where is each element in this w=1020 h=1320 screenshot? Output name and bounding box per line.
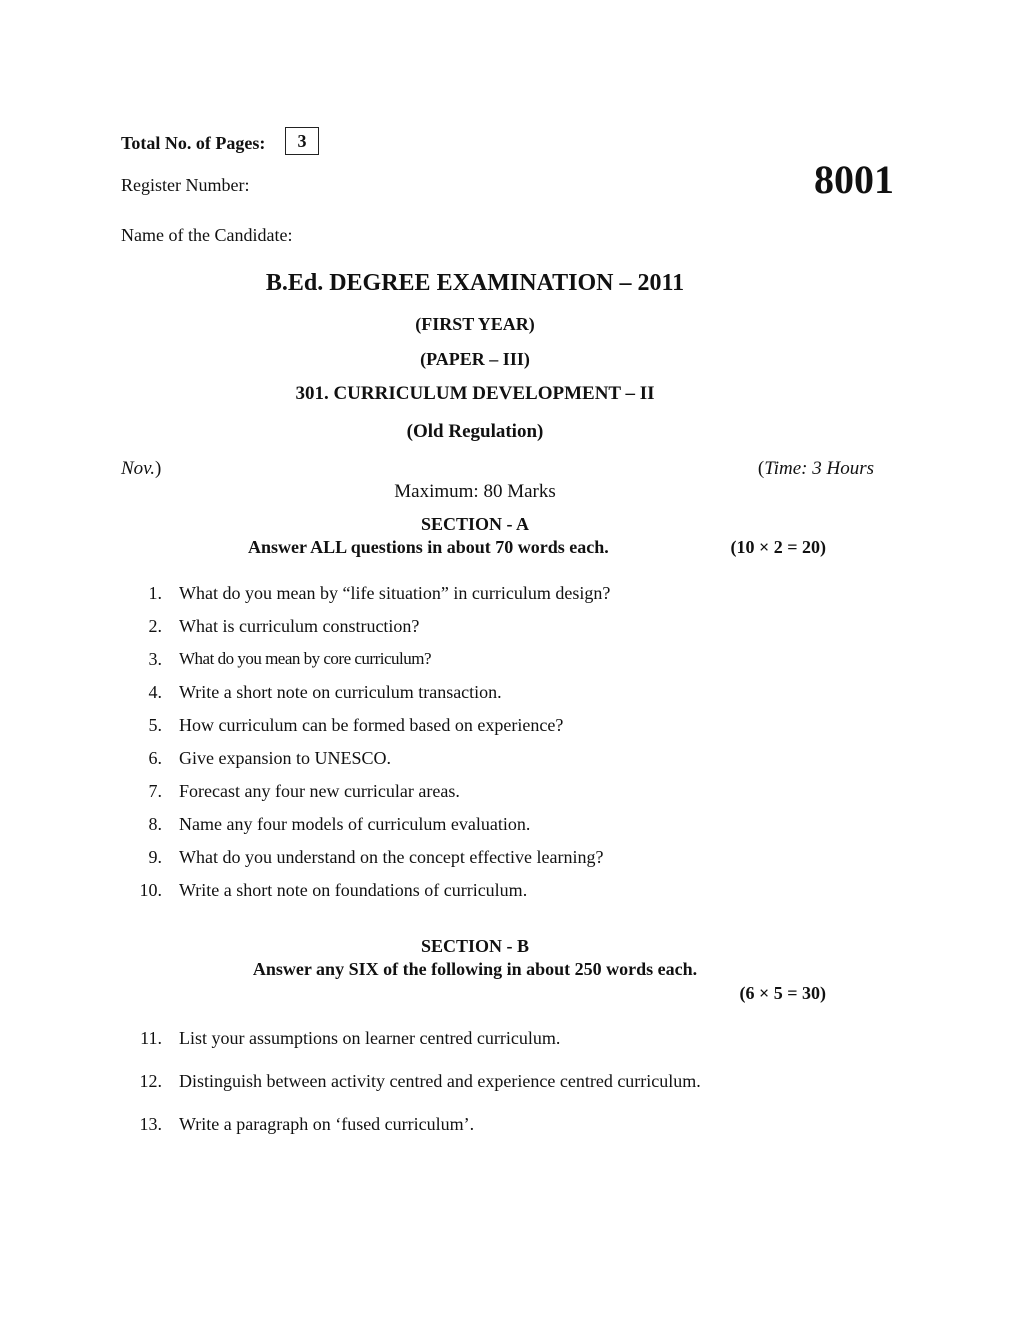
question-text: List your assumptions on learner centred curriculum. xyxy=(179,1028,561,1048)
question-number: 11. xyxy=(140,1028,162,1048)
question-text: Distinguish between activity centred and experience centred curriculum. xyxy=(179,1071,701,1091)
section-b-marks: (6 × 5 = 30) xyxy=(739,983,826,1003)
question-number: 9. xyxy=(148,847,162,867)
question-text: Forecast any four new curricular areas. xyxy=(179,781,460,801)
exam-duration-paren: ( xyxy=(757,458,765,479)
question-number: 5. xyxy=(148,715,162,735)
exam-year: (FIRST YEAR) xyxy=(415,314,535,334)
question-number: 3. xyxy=(148,649,162,669)
exam-regulation: (Old Regulation) xyxy=(406,421,544,442)
exam-month-text: Nov. xyxy=(121,458,155,479)
question-number: 13. xyxy=(139,1114,162,1134)
section-a-title: SECTION - A xyxy=(420,514,530,534)
question-text: Name any four models of curriculum evaluation. xyxy=(179,814,531,834)
question-text: Write a paragraph on ‘fused curriculum’. xyxy=(179,1114,475,1134)
paper-code: 8001 xyxy=(814,157,894,202)
question-text: What do you mean by “life situation” in curriculum design? xyxy=(179,583,611,603)
question-number: 8. xyxy=(148,814,162,834)
question-number: 4. xyxy=(148,682,162,702)
exam-month xyxy=(121,458,161,480)
section-a-instruction: Answer ALL questions in about 70 words each. xyxy=(248,537,609,557)
question-text: What is curriculum construction? xyxy=(179,616,420,636)
question-text: How curriculum can be formed based on experience? xyxy=(179,715,564,735)
exam-duration xyxy=(758,458,874,480)
exam-month-paren: ) xyxy=(154,458,162,479)
candidate-name-label: Name of the Candidate: xyxy=(121,225,293,245)
question-text: What do you understand on the concept effective learning? xyxy=(179,847,604,867)
maximum-marks: Maximum: 80 Marks xyxy=(394,481,556,502)
register-number-label: Register Number: xyxy=(121,175,250,195)
total-pages-label: Total No. of Pages: xyxy=(121,133,266,153)
question-text: Give expansion to UNESCO. xyxy=(179,748,391,768)
exam-paper: (PAPER – III) xyxy=(420,349,530,369)
question-text: What do you mean by core curriculum? xyxy=(179,649,432,668)
question-number: 10. xyxy=(139,880,162,900)
question-text: Write a short note on curriculum transaction. xyxy=(179,682,502,702)
total-pages-box: 3 xyxy=(285,127,319,155)
question-number: 6. xyxy=(148,748,162,768)
question-number: 7. xyxy=(148,781,162,801)
section-a-marks: (10 × 2 = 20) xyxy=(730,537,826,557)
section-b-instruction: Answer any SIX of the following in about 250 words each. xyxy=(252,959,698,979)
exam-subject: 301. CURRICULUM DEVELOPMENT – II xyxy=(295,383,655,404)
question-number: 12. xyxy=(139,1071,162,1091)
exam-duration-text: Time: 3 Hours xyxy=(764,458,874,479)
question-number: 2. xyxy=(148,616,162,636)
section-b-title: SECTION - B xyxy=(420,936,530,956)
exam-title: B.Ed. DEGREE EXAMINATION – 2011 xyxy=(265,270,685,296)
question-number: 1. xyxy=(148,583,162,603)
question-text: Write a short note on foundations of curriculum. xyxy=(179,880,528,900)
